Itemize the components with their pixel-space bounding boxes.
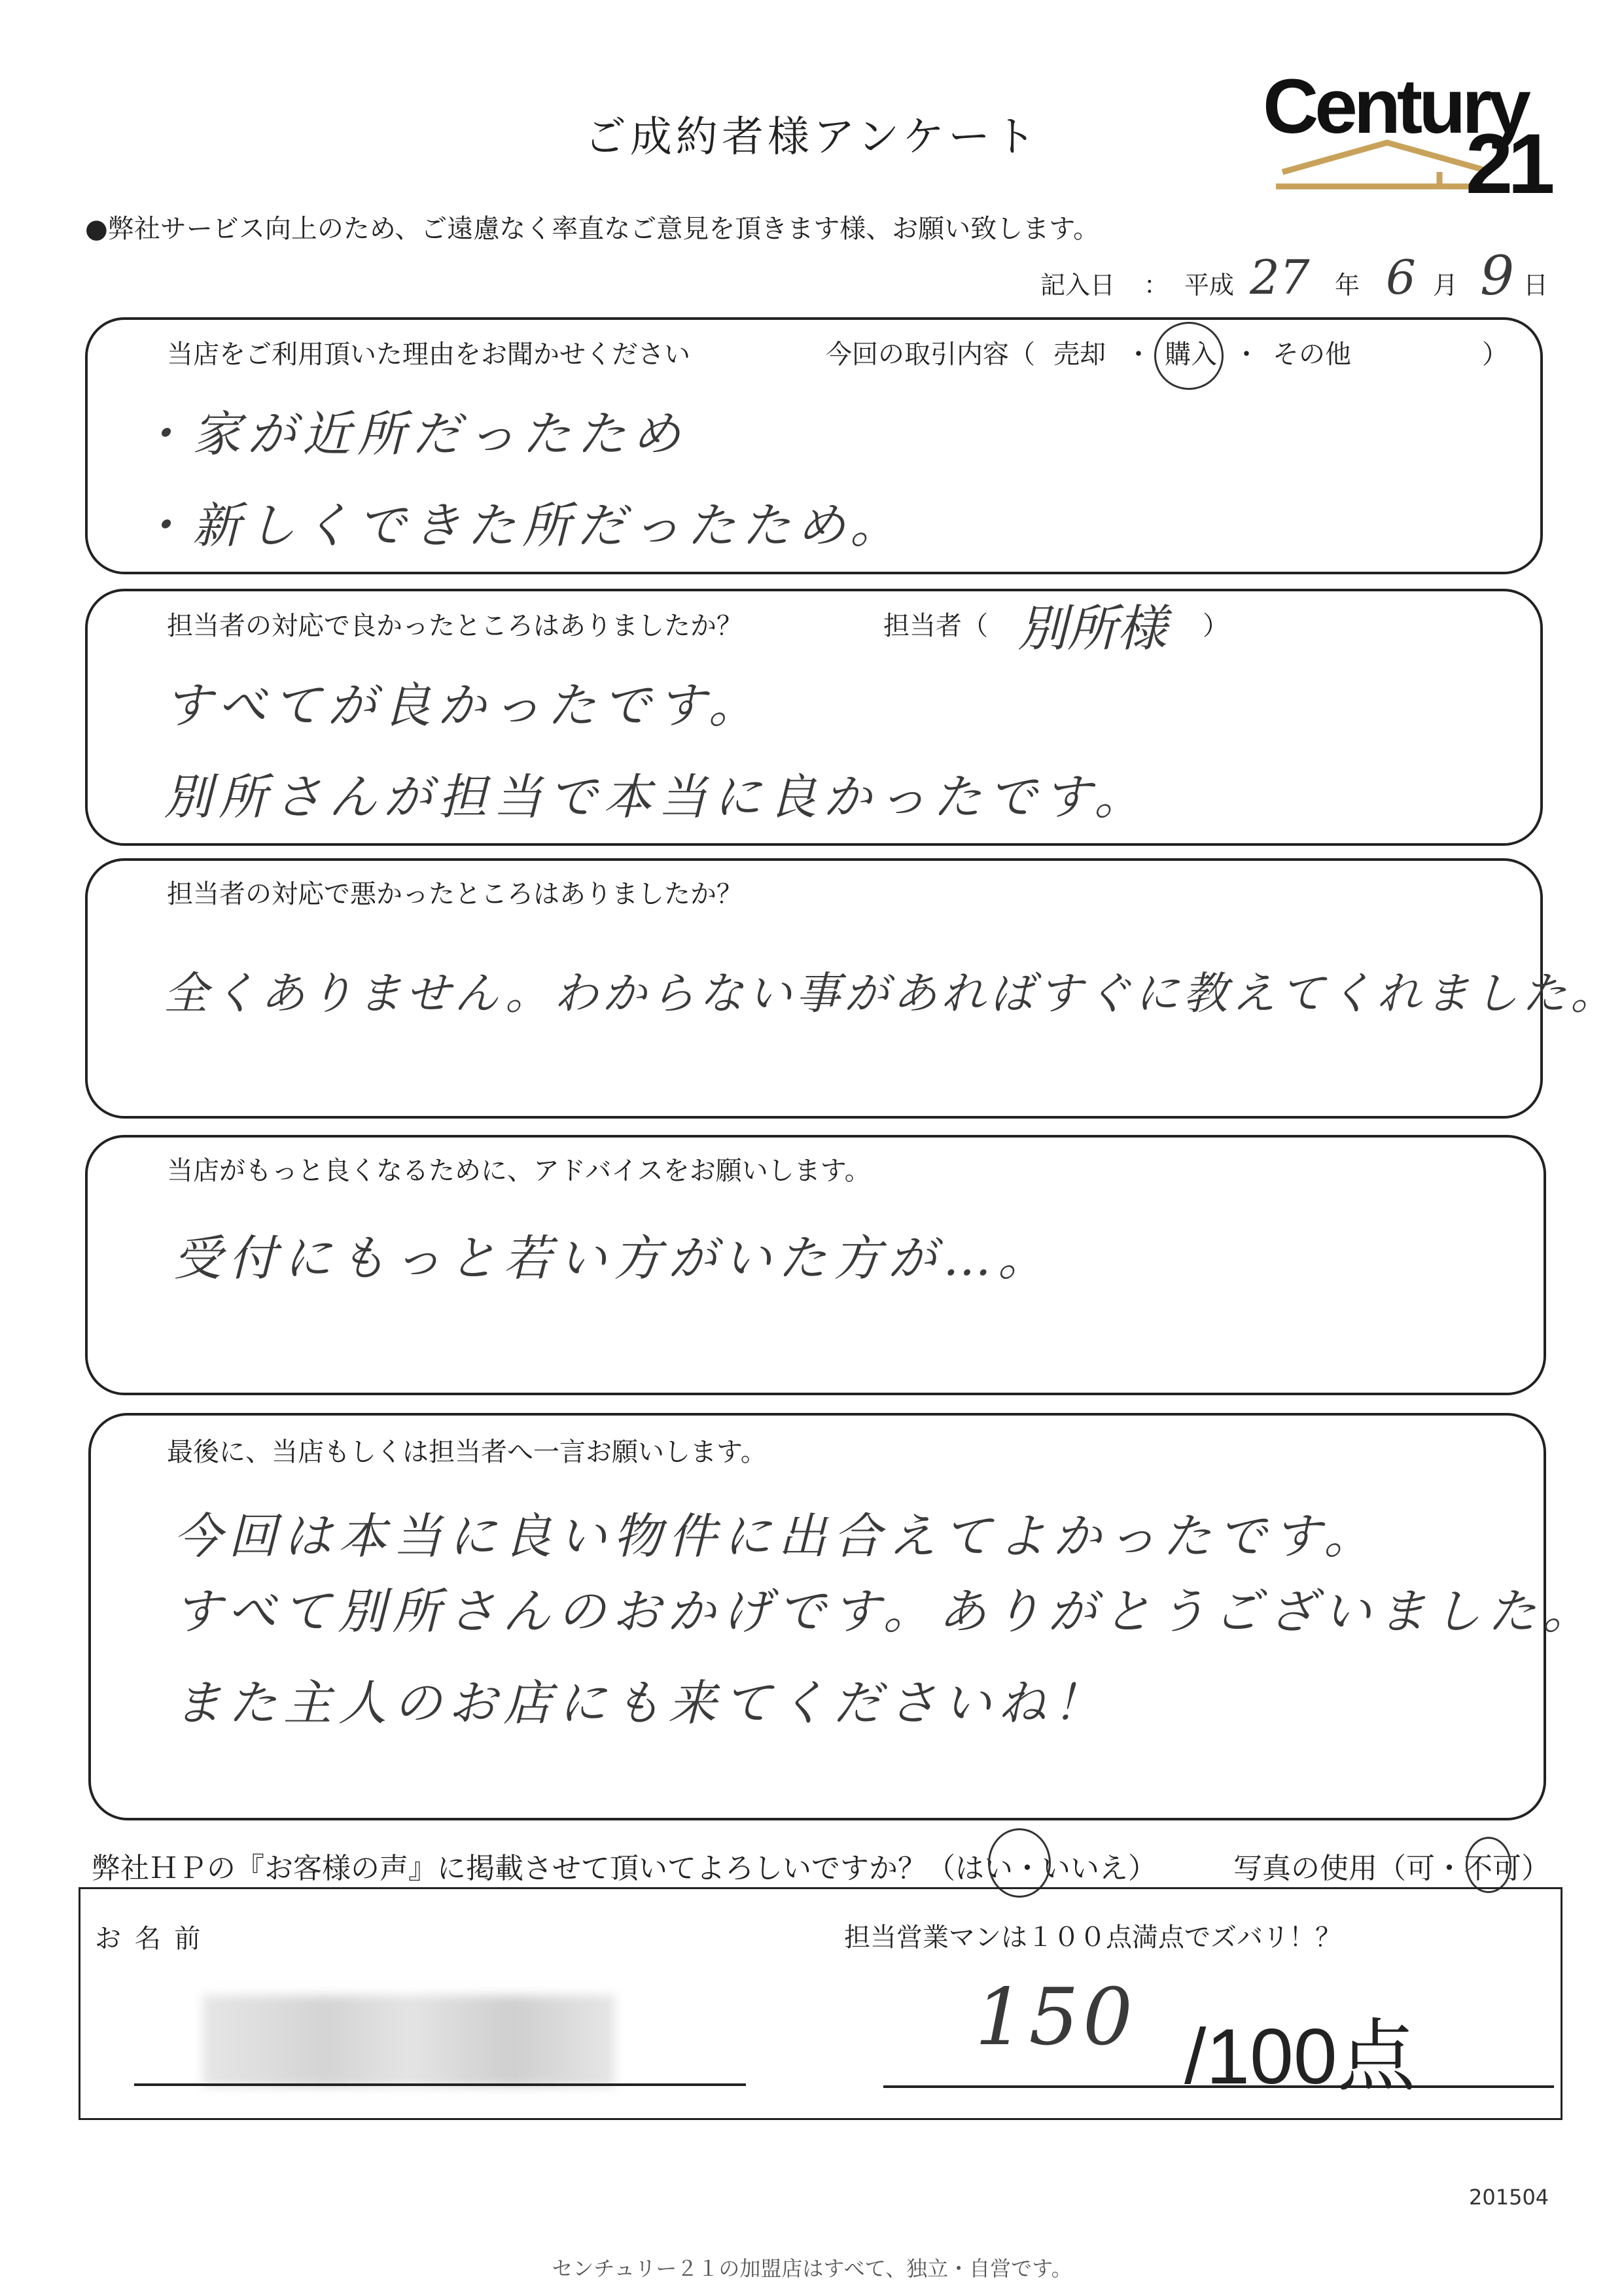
q1-dot2: ・: [1233, 339, 1260, 370]
q4-answer-line-1: 受付にもっと若い方がいた方が…。: [173, 1230, 1053, 1287]
logo-roof-icon: [1276, 139, 1492, 192]
footer-text: センチュリー２１の加盟店はすべて、独立・自営です。: [552, 2256, 1072, 2281]
q4-question: 当店がもっと良くなるために、アドバイスをお願いします。: [167, 1156, 871, 1186]
q3-question: 担当者の対応で悪かったところはありましたか？: [167, 879, 743, 909]
photo-dot: ・: [1435, 1852, 1464, 1885]
date-year: 27: [1250, 250, 1310, 305]
date-month: 6: [1386, 250, 1416, 305]
q1-opt-buy: 購入: [1165, 339, 1217, 370]
date-label: 記入日: [1040, 271, 1116, 300]
consent-dot: ・: [1013, 1852, 1042, 1885]
date-year-label: 年: [1335, 271, 1360, 300]
photo-label: 写真の使用（: [1233, 1852, 1406, 1885]
q1-close-paren: ）: [1482, 339, 1508, 370]
q1-answer-line-1: ・家が近所だったため: [137, 406, 687, 462]
consent-close: ）: [1128, 1852, 1157, 1885]
document-code: 201504: [1469, 2185, 1549, 2210]
date-sep: ：: [1144, 271, 1169, 300]
q1-buy-circle: [1154, 322, 1224, 390]
intro-text: ●弊社サービス向上のため、ご遠慮なく率直なご意見を頂きます様、お願い致します。: [85, 214, 1100, 244]
score-underline: [883, 2085, 1554, 2088]
q2-staff-name: 別所様: [1017, 599, 1167, 657]
q5-question: 最後に、当店もしくは担当者へ一言お願いします。: [167, 1437, 767, 1467]
name-redacted: [203, 1995, 615, 2087]
score-question: 担当営業マンは１００点満点でズバリ！？: [844, 1922, 1341, 1953]
q2-staff-close: ）: [1203, 611, 1229, 641]
q5-answer-line-2: すべて別所さんのおかげです。ありがとうございました。: [173, 1584, 1598, 1640]
consent-yes: はい: [955, 1852, 1013, 1885]
score-value: 150: [975, 1972, 1137, 2063]
consent-text: 弊社ＨＰの『お客様の声』に掲載させて頂いてよろしいですか？（: [92, 1852, 955, 1885]
photo-ng: 不可: [1464, 1852, 1521, 1885]
page-title: ご成約者様アンケート: [584, 113, 1040, 162]
name-underline: [134, 2083, 746, 2086]
consent-no: いいえ: [1042, 1852, 1128, 1885]
q2-question: 担当者の対応で良かったところはありましたか？: [167, 611, 743, 641]
q5-answer-line-1: 今回は本当に良い物件に出合えてよかったです。: [173, 1508, 1379, 1565]
score-max: /100点: [1184, 2013, 1416, 2100]
q2-answer-line-1: すべてが良かったです。: [164, 678, 764, 734]
q1-opt-other: その他: [1273, 339, 1351, 370]
q1-answer-line-2: ・新しくできた所だったため。: [137, 498, 906, 554]
q1-trans-label: 今回の取引内容（: [826, 339, 1035, 370]
date-month-label: 月: [1433, 271, 1458, 300]
q1-opt-sell: 売却: [1053, 339, 1106, 370]
logo-number: 21: [1466, 116, 1550, 211]
name-label: お 名 前: [95, 1924, 203, 1954]
q2-staff-label: 担当者（: [883, 611, 988, 641]
photo-ok: 可: [1406, 1852, 1435, 1885]
q1-question: 当店をご利用頂いた理由をお聞かせください: [167, 339, 690, 370]
q2-answer-line-2: 別所さんが担当で本当に良かったです。: [164, 769, 1150, 826]
century21-logo: [1263, 62, 1550, 211]
date-era: 平成: [1184, 271, 1235, 300]
photo-ng-circle: [1466, 1837, 1511, 1893]
q1-dot1: ・: [1125, 339, 1152, 370]
date-day-label: 日: [1523, 271, 1549, 300]
q5-answer-line-3: また主人のお店にも来てくださいね！: [173, 1675, 1108, 1731]
q3-answer-line-1: 全くありません。わからない事があればすぐに教えてくれました。: [164, 968, 1619, 1020]
logo-text: Century: [1263, 63, 1527, 150]
photo-close: ）: [1521, 1852, 1550, 1885]
date-day: 9: [1480, 245, 1515, 307]
